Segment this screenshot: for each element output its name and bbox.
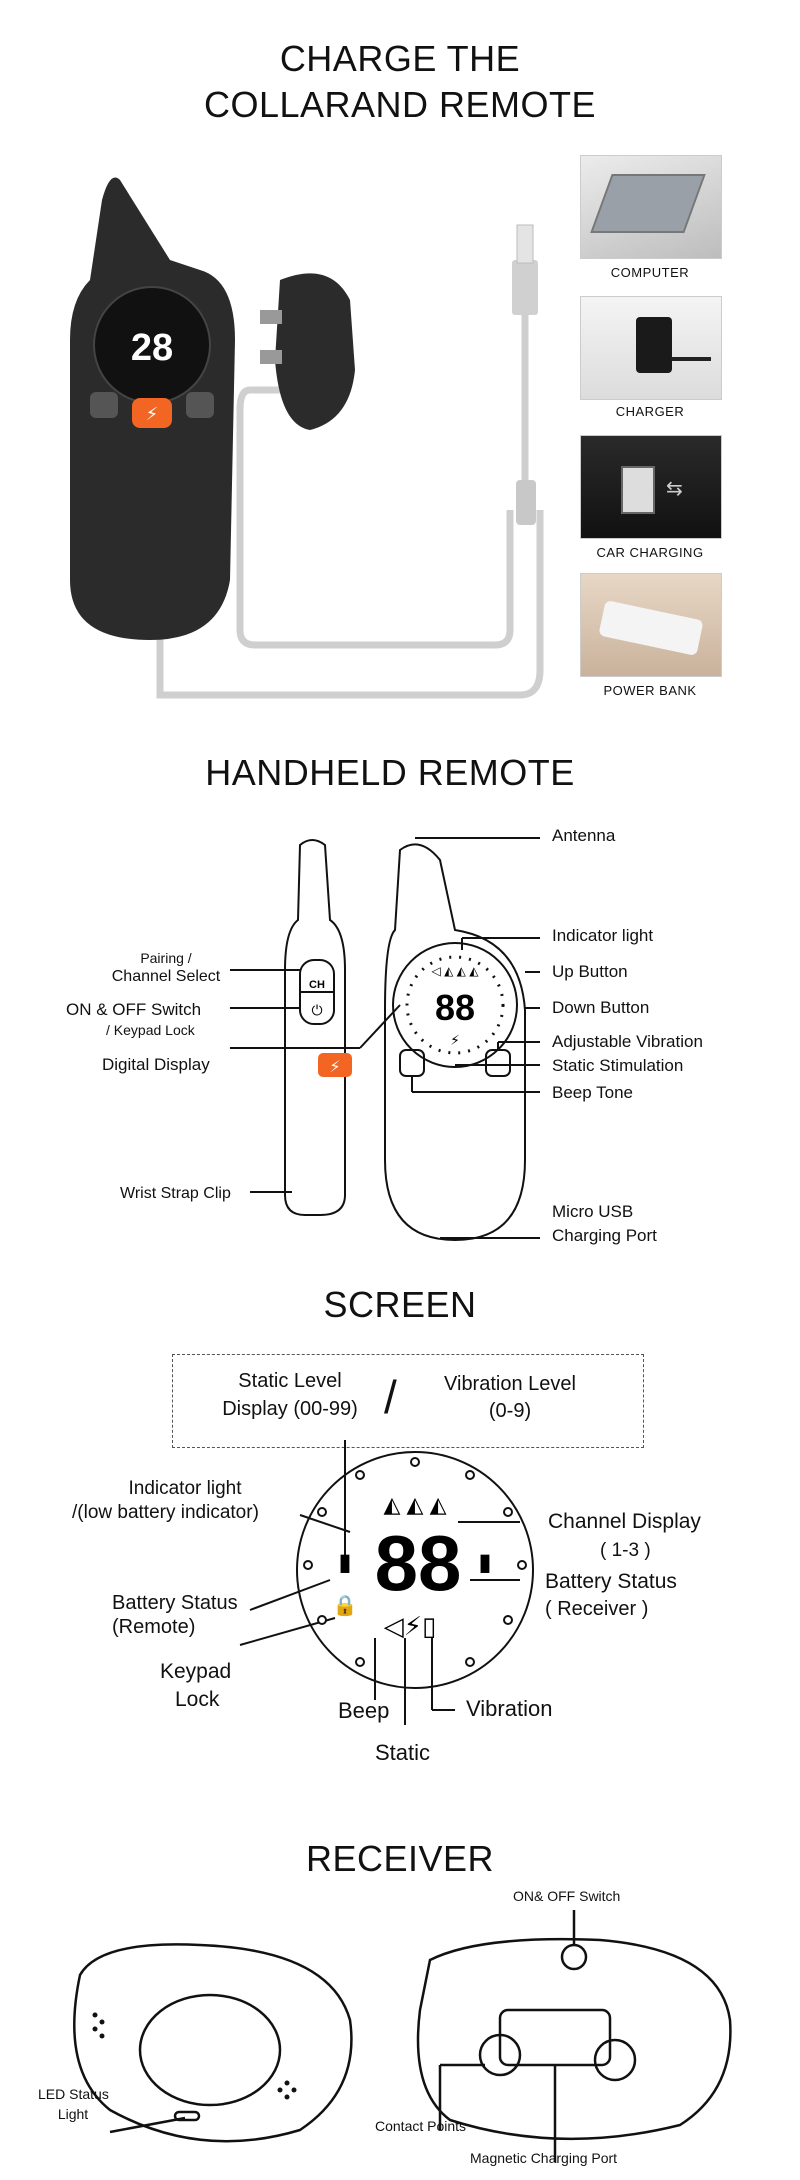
screen-digits: 88 <box>374 1519 462 1607</box>
svg-text:◁ ◭ ◭ ◭: ◁ ◭ ◭ ◭ <box>431 964 479 978</box>
label-micro-usb-2: Charging Port <box>552 1226 657 1245</box>
channel-display-1: Channel Display <box>548 1510 701 1533</box>
charge-title-line1: CHARGE THE <box>279 38 521 79</box>
label-pairing-2: Channel Select <box>111 968 221 985</box>
usb-plug <box>512 260 538 315</box>
car-charging-photo: ⇆ <box>580 435 722 539</box>
cable-ferrite <box>516 480 536 525</box>
beep-button <box>90 392 118 418</box>
static-level-2: Display (00-99) <box>222 1398 358 1420</box>
svg-text:⚡: ⚡ <box>450 1032 460 1048</box>
charger-photo <box>580 296 722 400</box>
level-slash: / <box>384 1371 397 1423</box>
label-static-stimulation: Static Stimulation <box>552 1056 684 1075</box>
label-pairing-1: Pairing / <box>140 950 192 966</box>
car-charging-caption: CAR CHARGING <box>596 545 704 560</box>
label-micro-usb-1: Micro USB <box>552 1202 634 1221</box>
label-magnetic-port: Magnetic Charging Port <box>470 2150 618 2166</box>
label-led-2: Light <box>57 2106 89 2122</box>
power-bank-photo <box>580 573 722 677</box>
label-up-button: Up Button <box>552 962 628 981</box>
label-adjustable-vibration: Adjustable Vibration <box>552 1032 703 1051</box>
svg-text:▮: ▮ <box>338 1549 352 1576</box>
vibration-level-2: (0-9) <box>488 1400 532 1422</box>
charge-illustration <box>50 160 570 700</box>
label-digital-display: Digital Display <box>102 1055 210 1074</box>
battery-remote-2: (Remote) <box>112 1616 196 1638</box>
collar-receiver <box>275 273 355 430</box>
svg-text:88: 88 <box>434 987 476 1028</box>
vibration-button <box>186 392 214 418</box>
label-onoff-1: ON & OFF Switch <box>66 1000 202 1019</box>
svg-text:⏻: ⏻ <box>311 1002 323 1018</box>
label-static: Static <box>375 1740 431 1765</box>
remote-display-text: 28 <box>130 327 174 369</box>
computer-caption: COMPUTER <box>610 265 690 280</box>
receiver-diagram <box>0 1900 800 2180</box>
keypad-lock-2: Lock <box>175 1688 220 1711</box>
channel-display-2: ( 1-3 ) <box>600 1540 651 1561</box>
label-led-1: LED Status <box>38 2086 109 2102</box>
indicator-light-2: /(low battery indicator) <box>72 1502 259 1523</box>
label-beep: Beep <box>338 1698 390 1723</box>
vibration-level-1: Vibration Level <box>444 1373 576 1395</box>
charge-title-line2: COLLARAND REMOTE <box>203 84 597 125</box>
remote-side-view <box>285 840 345 1215</box>
label-onoff-receiver: ON& OFF Switch <box>513 1888 621 1904</box>
label-down-button: Down Button <box>552 998 650 1017</box>
svg-text:🔒: 🔒 <box>332 1595 358 1617</box>
battery-remote-1: Battery Status <box>112 1592 238 1614</box>
label-wrist-strap: Wrist Strap Clip <box>120 1185 231 1202</box>
label-indicator-light: Indicator light <box>552 926 654 945</box>
indicator-light-1: Indicator light <box>128 1478 242 1499</box>
label-antenna: Antenna <box>552 826 616 845</box>
svg-text:◁⚡▯: ◁⚡▯ <box>383 1611 437 1641</box>
svg-text:◭ ◭ ◭: ◭ ◭ ◭ <box>383 1492 447 1517</box>
label-contact-points: Contact Points <box>375 2118 467 2134</box>
keypad-lock-1: Keypad <box>160 1660 232 1683</box>
svg-text:▮: ▮ <box>478 1549 492 1576</box>
battery-receiver-2: ( Receiver ) <box>545 1598 649 1620</box>
svg-text:⚡: ⚡ <box>329 1059 341 1076</box>
label-vibration: Vibration <box>466 1696 553 1721</box>
power-bank-caption: POWER BANK <box>603 683 697 698</box>
receiver-title: RECEIVER <box>305 1838 495 1879</box>
cable-collar <box>240 390 510 645</box>
computer-photo <box>580 155 722 259</box>
label-beep-tone: Beep Tone <box>552 1083 633 1102</box>
label-onoff-2: / Keypad Lock <box>106 1022 195 1038</box>
svg-text:CH: CH <box>309 979 325 991</box>
screen-title: SCREEN <box>323 1284 477 1325</box>
receiver-left <box>74 1944 351 2141</box>
charger-caption: CHARGER <box>615 404 685 419</box>
battery-receiver-1: Battery Status <box>545 1570 677 1593</box>
handheld-title: HANDHELD REMOTE <box>205 752 575 793</box>
svg-text:⚡: ⚡ <box>145 404 159 424</box>
static-level-1: Static Level <box>238 1370 342 1392</box>
